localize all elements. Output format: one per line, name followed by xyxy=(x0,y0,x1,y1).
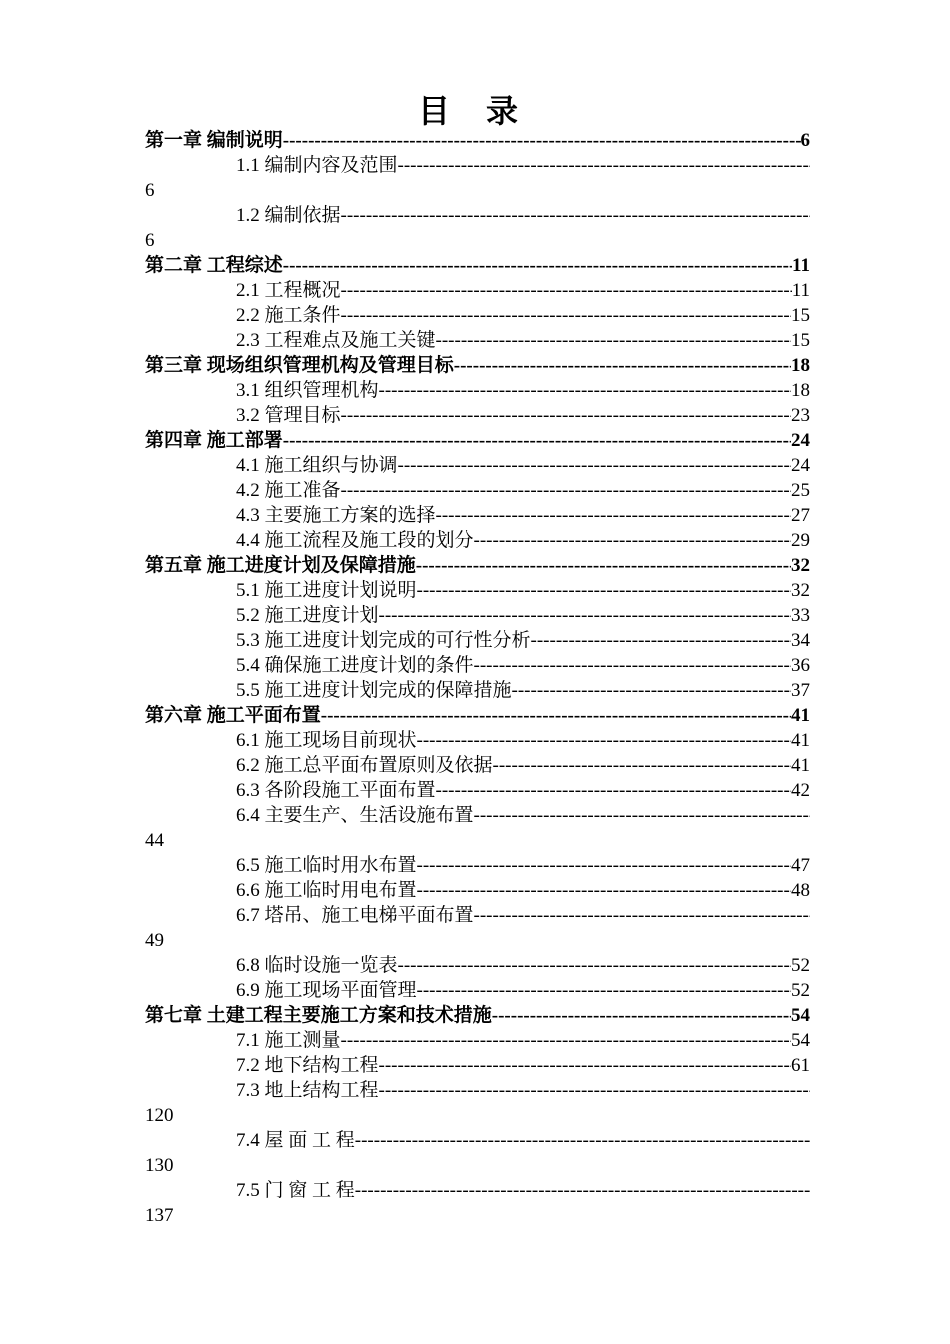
toc-entry-label: 6.8 临时设施一览表 xyxy=(236,955,398,976)
toc-leader-dashes xyxy=(436,328,791,353)
toc-page-number: 41 xyxy=(791,755,810,776)
toc-leader-dashes xyxy=(474,803,810,828)
toc-leader-dashes xyxy=(283,428,791,453)
toc-leader-dashes xyxy=(398,453,791,478)
toc-leader-dashes xyxy=(341,278,792,303)
toc-entry-label: 7.2 地下结构工程 xyxy=(236,1055,379,1076)
toc-entry-label: 第四章 施工部署 xyxy=(145,430,283,451)
toc-section-entry[interactable] xyxy=(145,803,810,828)
toc-page-number: 6 xyxy=(145,180,155,201)
toc-page-number: 25 xyxy=(791,480,810,501)
toc-leader-dashes xyxy=(283,253,792,278)
toc-page-number: 6 xyxy=(800,130,810,151)
toc-entry-label: 4.4 施工流程及施工段的划分 xyxy=(236,530,474,551)
toc-entry-label: 第一章 编制说明 xyxy=(145,130,283,151)
toc-entry-label: 6.7 塔吊、施工电梯平面布置 xyxy=(236,905,474,926)
toc-entry-label: 3.2 管理目标 xyxy=(236,405,341,426)
toc-entry-label: 第五章 施工进度计划及保障措施 xyxy=(145,555,416,576)
toc-entry-label: 6.5 施工临时用水布置 xyxy=(236,855,417,876)
toc-page-number: 6 xyxy=(145,230,155,251)
toc-section-entry[interactable] xyxy=(145,878,810,903)
toc-entry-label: 6.4 主要生产、生活设施布置 xyxy=(236,805,474,826)
toc-page-number: 32 xyxy=(791,580,810,601)
toc-entry-label: 第二章 工程综述 xyxy=(145,255,283,276)
toc-entry-label: 7.4 屋 面 工 程 xyxy=(236,1130,355,1151)
toc-entry-label: 6.3 各阶段施工平面布置 xyxy=(236,780,436,801)
toc-section-entry[interactable] xyxy=(145,1028,810,1053)
toc-page-number: 130 xyxy=(145,1155,174,1176)
toc-leader-dashes xyxy=(493,753,791,778)
toc-entry-label: 4.2 施工准备 xyxy=(236,480,341,501)
toc-page-number: 24 xyxy=(791,455,810,476)
toc-page-number: 24 xyxy=(791,430,810,451)
toc-entry-label: 4.1 施工组织与协调 xyxy=(236,455,398,476)
toc-leader-dashes xyxy=(398,953,791,978)
toc-entry-label: 第六章 施工平面布置 xyxy=(145,705,321,726)
toc-section-entry[interactable] xyxy=(145,403,810,428)
toc-page-number: 41 xyxy=(791,730,810,751)
toc-page-number: 48 xyxy=(791,880,810,901)
toc-entry-label: 7.3 地上结构工程 xyxy=(236,1080,379,1101)
toc-chapter-entry[interactable] xyxy=(145,703,810,728)
toc-leader-dashes xyxy=(417,578,791,603)
toc-leader-dashes xyxy=(379,378,791,403)
toc-page-number: 29 xyxy=(791,530,810,551)
page-title: 目 录 xyxy=(417,93,532,129)
toc-leader-dashes xyxy=(321,703,791,728)
toc-page-number: 36 xyxy=(791,655,810,676)
toc-section-entry[interactable] xyxy=(145,778,810,803)
toc-page-number: 41 xyxy=(791,705,810,726)
toc-section-entry[interactable] xyxy=(145,278,810,303)
toc-leader-dashes xyxy=(417,853,791,878)
toc-leader-dashes xyxy=(379,1053,791,1078)
toc-entry-label: 5.4 确保施工进度计划的条件 xyxy=(236,655,474,676)
toc-section-entry[interactable] xyxy=(145,678,810,703)
toc-entry-label: 7.5 门 窗 工 程 xyxy=(236,1180,355,1201)
toc-page-number: 23 xyxy=(791,405,810,426)
toc-page-number: 120 xyxy=(145,1105,174,1126)
toc-leader-dashes xyxy=(417,728,791,753)
toc-chapter-entry[interactable] xyxy=(145,428,810,453)
toc-section-entry[interactable] xyxy=(145,303,810,328)
toc-entry-label: 第七章 土建工程主要施工方案和技术措施 xyxy=(145,1005,492,1026)
toc-leader-dashes xyxy=(379,603,791,628)
table-of-contents xyxy=(145,128,810,1228)
toc-leader-dashes xyxy=(341,478,791,503)
toc-entry-label: 5.2 施工进度计划 xyxy=(236,605,379,626)
toc-section-entry[interactable] xyxy=(145,153,810,178)
toc-section-entry[interactable] xyxy=(145,1053,810,1078)
toc-entry-label: 5.5 施工进度计划完成的保障措施 xyxy=(236,680,512,701)
toc-page-number: 18 xyxy=(791,355,810,376)
toc-leader-dashes xyxy=(454,353,791,378)
toc-page-number: 52 xyxy=(791,980,810,1001)
toc-chapter-entry[interactable] xyxy=(145,1003,810,1028)
toc-section-entry[interactable] xyxy=(145,528,810,553)
toc-page-number: 27 xyxy=(791,505,810,526)
toc-page-number: 15 xyxy=(791,305,810,326)
toc-chapter-entry[interactable] xyxy=(145,353,810,378)
toc-section-entry[interactable] xyxy=(145,328,810,353)
toc-entry-label: 2.3 工程难点及施工关键 xyxy=(236,330,436,351)
toc-entry-label: 4.3 主要施工方案的选择 xyxy=(236,505,436,526)
toc-leader-dashes xyxy=(341,203,810,228)
toc-section-entry[interactable] xyxy=(145,503,810,528)
toc-leader-dashes xyxy=(379,1078,810,1103)
toc-page-number: 18 xyxy=(791,380,810,401)
toc-entry-label: 3.1 组织管理机构 xyxy=(236,380,379,401)
toc-entry-label: 1.2 编制依据 xyxy=(236,205,341,226)
toc-section-entry[interactable] xyxy=(145,203,810,228)
toc-leader-dashes xyxy=(398,153,810,178)
toc-section-entry[interactable] xyxy=(145,1178,810,1203)
toc-page-number: 47 xyxy=(791,855,810,876)
toc-page-number: 34 xyxy=(791,630,810,651)
toc-leader-dashes xyxy=(341,403,791,428)
toc-entry-label: 1.1 编制内容及范围 xyxy=(236,155,398,176)
toc-section-entry[interactable] xyxy=(145,628,810,653)
toc-section-entry[interactable] xyxy=(145,653,810,678)
toc-page-number: 137 xyxy=(145,1205,174,1226)
toc-leader-dashes xyxy=(436,503,791,528)
toc-entry-label: 6.9 施工现场平面管理 xyxy=(236,980,417,1001)
toc-page-number: 54 xyxy=(791,1005,810,1026)
toc-entry-label: 6.6 施工临时用电布置 xyxy=(236,880,417,901)
toc-page-number: 42 xyxy=(791,780,810,801)
toc-section-entry[interactable] xyxy=(145,478,810,503)
toc-page-number: 52 xyxy=(791,955,810,976)
toc-section-entry[interactable] xyxy=(145,603,810,628)
toc-section-entry[interactable] xyxy=(145,753,810,778)
toc-entry-label: 6.2 施工总平面布置原则及依据 xyxy=(236,755,493,776)
toc-section-entry[interactable] xyxy=(145,853,810,878)
toc-section-entry[interactable] xyxy=(145,378,810,403)
toc-leader-dashes xyxy=(474,653,791,678)
toc-leader-dashes xyxy=(417,978,791,1003)
toc-page-number: 33 xyxy=(791,605,810,626)
toc-entry-label: 2.1 工程概况 xyxy=(236,280,341,301)
toc-page-number: 32 xyxy=(791,555,810,576)
toc-section-entry[interactable] xyxy=(145,453,810,478)
toc-section-entry[interactable] xyxy=(145,578,810,603)
toc-leader-dashes xyxy=(531,628,791,653)
toc-leader-dashes xyxy=(474,903,810,928)
toc-entry-label: 5.3 施工进度计划完成的可行性分析 xyxy=(236,630,531,651)
toc-section-entry[interactable] xyxy=(145,1128,810,1153)
toc-section-entry[interactable] xyxy=(145,978,810,1003)
toc-section-entry[interactable] xyxy=(145,953,810,978)
toc-section-entry[interactable] xyxy=(145,1078,810,1103)
toc-leader-dashes xyxy=(474,528,791,553)
toc-page-number: 54 xyxy=(791,1030,810,1051)
toc-chapter-entry[interactable] xyxy=(145,128,810,153)
toc-entry-label: 5.1 施工进度计划说明 xyxy=(236,580,417,601)
toc-leader-dashes xyxy=(436,778,791,803)
toc-leader-dashes xyxy=(355,1128,810,1153)
toc-page-number: 11 xyxy=(792,255,810,276)
toc-entry-label: 2.2 施工条件 xyxy=(236,305,341,326)
toc-leader-dashes xyxy=(341,303,791,328)
toc-section-entry[interactable] xyxy=(145,903,810,928)
toc-page-number: 11 xyxy=(791,280,810,301)
toc-leader-dashes xyxy=(341,1028,791,1053)
toc-entry-label: 7.1 施工测量 xyxy=(236,1030,341,1051)
toc-leader-dashes xyxy=(355,1178,810,1203)
toc-entry-label: 6.1 施工现场目前现状 xyxy=(236,730,417,751)
toc-leader-dashes xyxy=(512,678,791,703)
toc-leader-dashes xyxy=(283,128,801,153)
toc-chapter-entry[interactable] xyxy=(145,253,810,278)
toc-chapter-entry[interactable] xyxy=(145,553,810,578)
toc-page-number: 15 xyxy=(791,330,810,351)
toc-page-number: 44 xyxy=(145,830,164,851)
toc-leader-dashes xyxy=(417,878,791,903)
toc-leader-dashes xyxy=(416,553,791,578)
toc-page-number: 61 xyxy=(791,1055,810,1076)
toc-entry-label: 第三章 现场组织管理机构及管理目标 xyxy=(145,355,454,376)
toc-page-number: 37 xyxy=(791,680,810,701)
toc-page-number: 49 xyxy=(145,930,164,951)
toc-section-entry[interactable] xyxy=(145,728,810,753)
toc-leader-dashes xyxy=(492,1003,791,1028)
